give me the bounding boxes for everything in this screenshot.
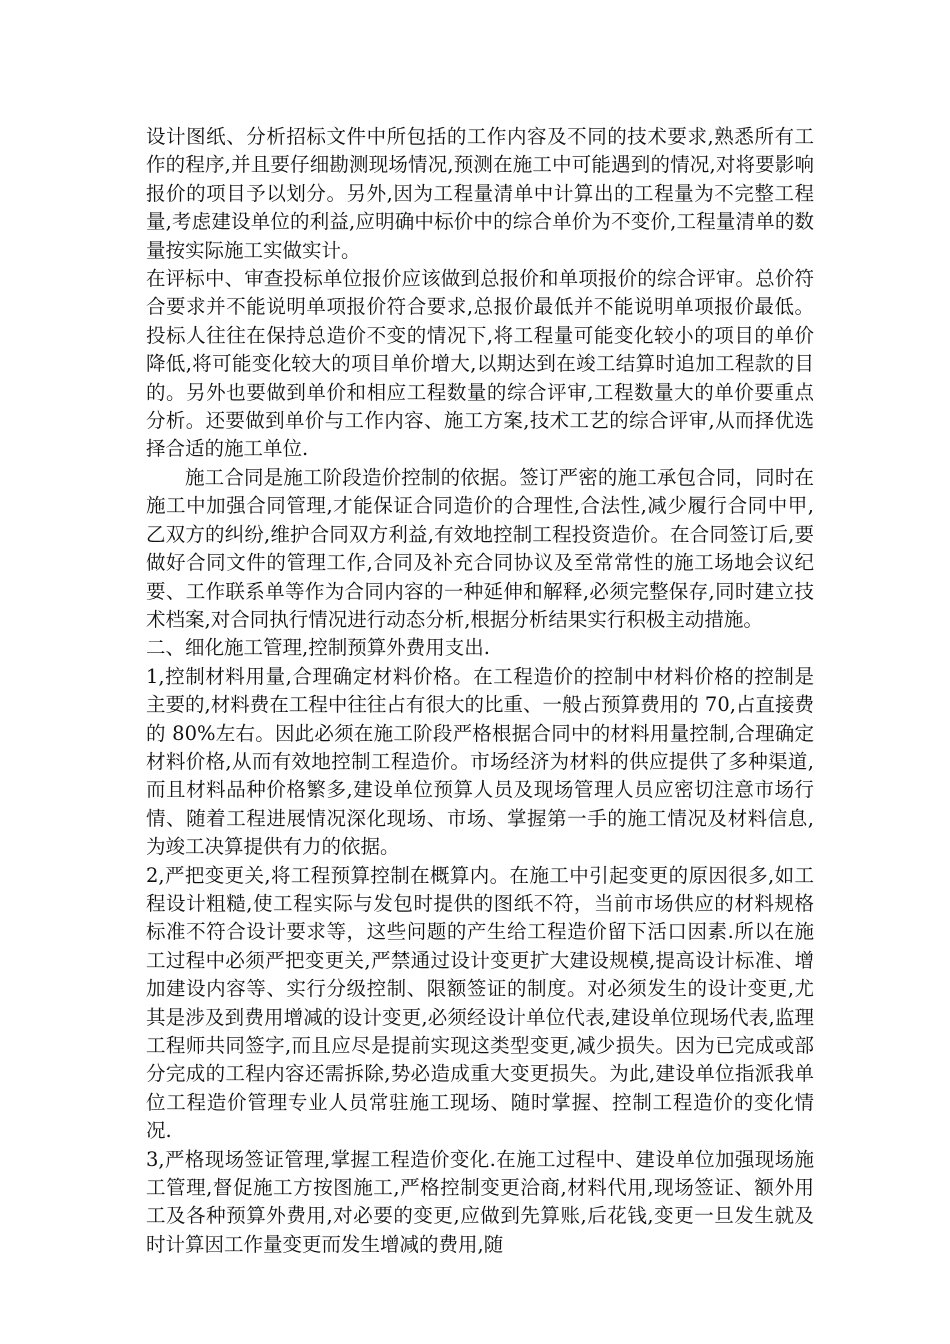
paragraph-material-control: 1,控制材料用量,合理确定材料价格。在工程造价的控制中材料价格的控制是主要的,材料费在工程中往往占有很大的比重、一般占预算费用的 70,占直接费的 80%左右。因此必须在施工阶段严格根据合同中的材料用量控制,合理确定材料价格,从而有效地控制工程造价。市场经济为材料的供应提供了多种渠道,而且材料品种价格繁多,建设单位预算人员及现场管理人员应密切注意市场行情、随着工程进展情况深化现场、市场、掌握第一手的施工情况及材料信息,为竣工决算提供有力的依据。 — [146, 664, 814, 859]
document-body — [146, 123, 814, 1259]
paragraph-construction-contract: 施工合同是施工阶段造价控制的依据。签订严密的施工承包合同，同时在施工中加强合同管理,才能保证合同造价的合理性,合法性,减少履行合同中甲,乙双方的纠纷,维护合同双方利益,有效地控制工程投资造价。在合同签订后,要做好合同文件的管理工作,合同及补充合同协议及至常常性的施工场地会议纪要、工作联系单等作为合同内容的一种延伸和解释,必须完整保存,同时建立技术档案,对合同执行情况进行动态分析,根据分析结果实行积极主动措施。 — [146, 465, 814, 631]
paragraph-bid-evaluation: 在评标中、审查投标单位报价应该做到总报价和单项报价的综合评审。总价符合要求并不能说明单项报价符合要求,总报价最低并不能说明单项报价最低。投标人往往在保持总造价不变的情况下,将工程量可能变化较小的项目的单价降低,将可能变化较大的项目单价增大,以期达到在竣工结算时追加工程款的目的。另外也要做到单价和相应工程数量的综合评审,工程数量大的单价要重点分析。还要做到单价与工作内容、施工方案,技术工艺的综合评审,从而择优选择合适的施工单位. — [146, 267, 814, 461]
section-heading-construction-management: 二、细化施工管理,控制预算外费用支出. — [146, 636, 490, 660]
paragraph-tender-analysis: 设计图纸、分析招标文件中所包括的工作内容及不同的技术要求,熟悉所有工作的程序,并且要仔细勘测现场情况,预测在施工中可能遇到的情况,对将要影响报价的项目予以划分。另外,因为工程量清单中计算出的工程量为不完整工程量,考虑建设单位的利益,应明确中标价中的综合单价为不变价,工程量清单的数量按实际施工实做实计。 — [146, 125, 814, 262]
paragraph-site-visa-management: 3,严格现场签证管理,掌握工程造价变化.在施工过程中、建设单位加强现场施工管理,督促施工方按图施工,严格控制变更洽商,材料代用,现场签证、额外用工及各种预算外费用,对必要的变更,应做到先算账,后花钱,变更一旦发生就及时计算因工作量变更而发生增减的费用,随 — [146, 1147, 814, 1256]
paragraph-change-control: 2,严把变更关,将工程预算控制在概算内。在施工中引起变更的原因很多,如工程设计粗糙,使工程实际与发包时提供的图纸不符，当前市场供应的材料规格标准不符合设计要求等，这些问题的产生给工程造价留下活口因素.所以在施工过程中必须严把变更关,严禁通过设计变更扩大建设规模,提高设计标准、增加建设内容等、实行分级控制、限额签证的制度。对必须发生的设计变更,尤其是涉及到费用增减的设计变更,必须经设计单位代表,建设单位现场代表,监理工程师共同签字,而且应尽是提前实现这类型变更,减少损失。因为已完成或部分完成的工程内容还需拆除,势必造成重大变更损失。为此,建设单位指派我单位工程造价管理专业人员常驻施工现场、随时掌握、控制工程造价的变化情况. — [146, 863, 814, 1143]
